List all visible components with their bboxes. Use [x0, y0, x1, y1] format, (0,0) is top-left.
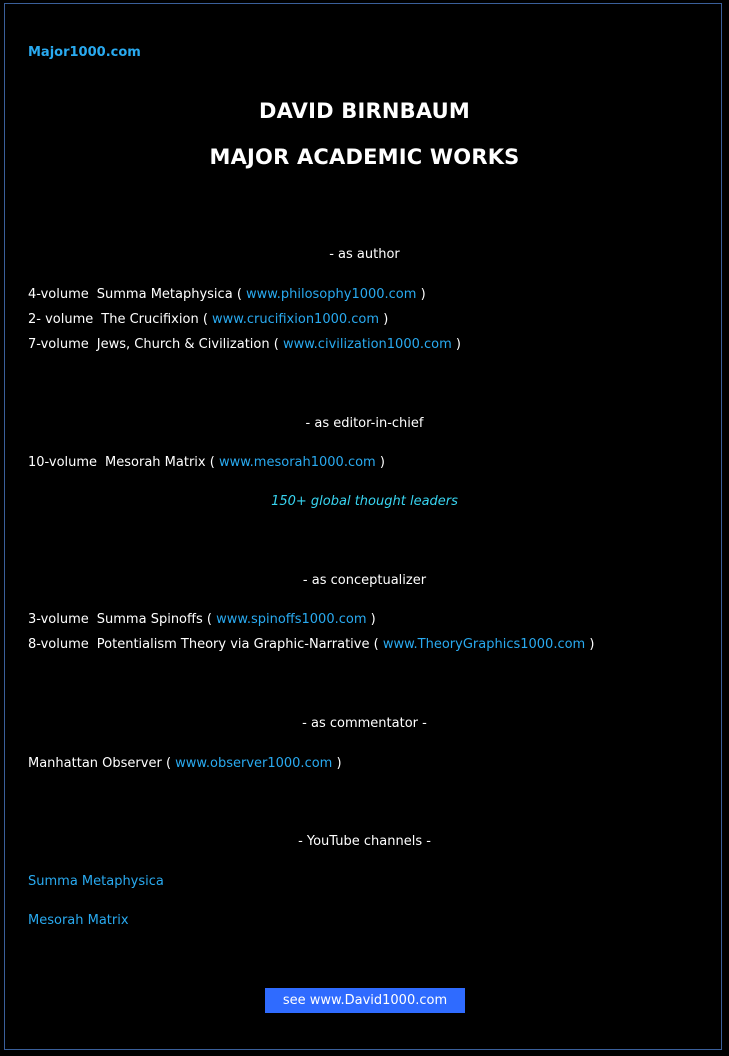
paren-close: )	[379, 455, 385, 470]
work-title: Manhattan Observer	[28, 756, 162, 771]
work-volumes: 4-volume	[28, 287, 89, 302]
work-title: Potentialism Theory via Graphic-Narrative	[96, 637, 370, 652]
paren-open: (	[165, 756, 172, 771]
paren-close: )	[420, 287, 426, 302]
paren-open: (	[202, 312, 208, 327]
work-volumes: 10-volume	[28, 455, 98, 470]
work-title: Summa Spinoffs	[96, 612, 203, 627]
paren-close: )	[370, 612, 376, 627]
section-heading-youtube: - YouTube channels -	[298, 834, 431, 849]
paren-open: (	[206, 612, 212, 627]
work-row-crucifixion	[28, 312, 388, 327]
youtube-link-mesorah-matrix[interactable]: Mesorah Matrix	[28, 913, 129, 928]
paren-close: )	[336, 756, 342, 771]
youtube-link-summa-metaphysica[interactable]: Summa Metaphysica	[28, 874, 164, 889]
work-link-mesorah1000[interactable]: www.mesorah1000.com	[218, 455, 376, 470]
section-heading-conceptualizer: - as conceptualizer	[302, 573, 427, 588]
paren-close: )	[589, 637, 595, 652]
work-volumes: 8-volume	[28, 637, 89, 652]
paren-open: (	[373, 637, 379, 652]
editor-tagline: 150+ global thought leaders	[271, 494, 458, 509]
work-link-crucifixion1000[interactable]: www.crucifixion1000.com	[212, 312, 380, 327]
section-heading-commentator: - as commentator -	[302, 716, 427, 731]
work-row-summa-metaphysica	[28, 287, 426, 302]
work-link-theorygraphics1000[interactable]: www.TheoryGraphics1000.com	[382, 637, 586, 652]
work-title: Jews, Church & Civilization	[96, 337, 270, 352]
page-title-author: DAVID BIRNBAUM	[259, 99, 470, 123]
section-heading-editor: - as editor-in-chief	[305, 416, 424, 431]
work-link-spinoffs1000[interactable]: www.spinoffs1000.com	[216, 612, 367, 627]
work-row-mesorah-matrix	[28, 455, 385, 470]
work-volumes: 3-volume	[28, 612, 89, 627]
work-title: Mesorah Matrix	[105, 455, 206, 470]
work-row-potentialism-theory	[28, 637, 594, 652]
work-volumes: 7-volume	[28, 337, 89, 352]
page-title-works: MAJOR ACADEMIC WORKS	[209, 145, 520, 169]
work-title: Summa Metaphysica	[96, 287, 233, 302]
site-link[interactable]: Major1000.com	[28, 45, 141, 60]
work-row-summa-spinoffs	[28, 612, 376, 627]
paren-open: (	[273, 337, 279, 352]
work-row-manhattan-observer	[28, 756, 342, 771]
work-volumes: 2- volume	[28, 312, 94, 327]
paren-open: (	[209, 455, 215, 470]
paren-close: )	[455, 337, 461, 352]
work-title: The Crucifixion	[101, 312, 199, 327]
work-link-philosophy1000[interactable]: www.philosophy1000.com	[246, 287, 417, 302]
paren-open: (	[236, 287, 242, 302]
work-link-civilization1000[interactable]: www.civilization1000.com	[282, 337, 452, 352]
see-david1000-button[interactable]: see www.David1000.com	[265, 988, 465, 1013]
work-link-observer1000[interactable]: www.observer1000.com	[175, 756, 333, 771]
work-row-civilization	[28, 337, 461, 352]
section-heading-author: - as author	[329, 247, 400, 262]
paren-close: )	[383, 312, 389, 327]
